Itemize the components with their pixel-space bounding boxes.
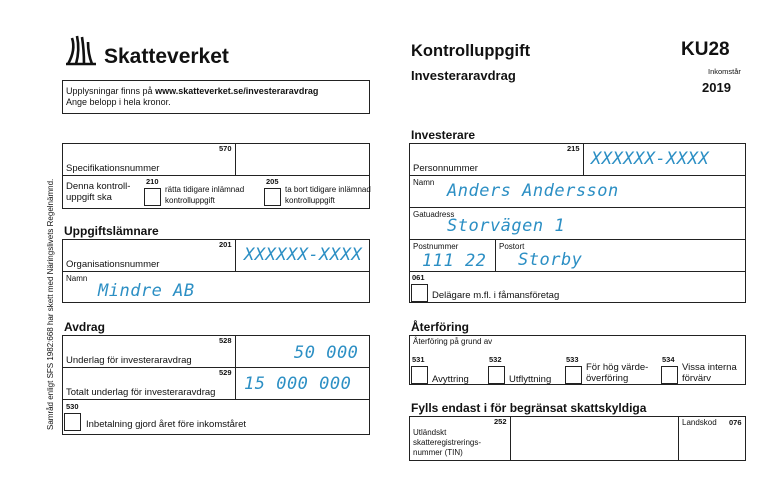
avdrag-heading: Avdrag [64,320,105,334]
tin-label-3: nummer (TIN) [413,448,463,457]
opt1-label-2: kontrolluppgift [165,196,215,205]
skatteverket-crown-logo-icon [62,34,102,68]
totalt-value[interactable]: 15 000 000 [244,374,352,394]
o532-code: 532 [489,355,502,364]
ul-name-value[interactable]: Mindre AB [98,281,195,301]
inv-name-label: Namn [413,178,435,187]
landskod-field[interactable] [679,428,745,460]
ul-name-label: Namn [66,274,88,283]
info-line-2: Ange belopp i hela kronor. [66,97,171,107]
brand-name: Skatteverket [104,45,229,68]
inbet-checkbox[interactable] [64,413,81,431]
o534-code: 534 [662,355,675,364]
delagare-checkbox[interactable] [411,284,428,302]
opt2-label-2: kontrolluppgift [285,196,335,205]
opt2-code: 205 [266,177,279,186]
totalt-code: 529 [219,368,232,377]
landskod-code: 076 [729,418,742,427]
o534-label-2: förvärv [682,373,712,384]
tin-field[interactable] [511,417,677,460]
o534-checkbox[interactable] [661,366,678,384]
org-code: 201 [219,240,232,249]
o532-label: Utflyttning [509,374,552,385]
opt2-checkbox[interactable] [264,188,281,206]
year-label: Inkomstår [708,67,741,76]
o533-code: 533 [566,355,579,364]
info-line-1 [66,86,318,97]
o532-checkbox[interactable] [488,366,505,384]
o533-label-2: överföring [586,373,629,384]
spec-label: Specifikationsnummer [66,163,160,174]
delagare-code: 061 [412,273,425,282]
income-year: 2019 [702,80,731,95]
delagare-label: Delägare m.fl. i fåmansföretag [432,290,560,301]
aterforing-sub-label: Återföring på grund av [413,337,493,346]
pnr-code: 215 [567,144,580,153]
opt1-checkbox[interactable] [144,188,161,206]
logo [62,34,102,68]
investerare-heading: Investerare [411,128,476,142]
o531-checkbox[interactable] [411,366,428,384]
denna-label-2: uppgift ska [66,192,112,203]
inbet-label: Inbetalning gjord året före inkomståret [86,419,247,430]
pnr-label: Personnummer [413,163,478,174]
inv-name-value[interactable]: Anders Andersson [447,181,619,201]
o531-label: Avyttring [432,374,469,385]
org-value[interactable]: XXXXXX-XXXX [244,245,363,265]
aterforing-heading: Återföring [411,320,469,334]
postnr-value[interactable]: 111 22 [422,251,487,271]
tin-label-2: skatteregistrerings- [413,438,482,447]
o531-code: 531 [412,355,425,364]
org-label: Organisationsnummer [66,259,160,270]
form-title: Kontrolluppgift [411,42,531,60]
info-url: www.skatteverket.se/investeraravdrag [155,86,319,96]
o533-label-1: För hög värde- [586,362,649,373]
spec-code: 570 [219,144,232,153]
underlag-label: Underlag för investeraravdrag [66,355,192,366]
underlag-value[interactable]: 50 000 [294,343,359,363]
inbet-code: 530 [66,402,79,411]
postnr-label: Postnummer [413,242,459,251]
denna-label-1: Denna kontroll- [66,181,131,192]
postort-value[interactable]: Storby [518,250,583,270]
side-text: Samråd enligt SFS 1982:668 har skett med Näringslivets Regelnämnd. [46,178,55,430]
opt2-label-1: ta bort tidigare inlämnad [285,185,371,194]
underlag-code: 528 [219,336,232,345]
street-label: Gatuadress [413,210,455,219]
begransat-heading: Fylls endast i för begränsat skattskyldiga [411,401,647,415]
pnr-value[interactable]: XXXXXX-XXXX [591,149,710,169]
info-prefix: Upplysningar finns på [66,86,156,96]
totalt-label: Totalt underlag för investeraravdrag [66,387,216,398]
opt1-code: 210 [146,177,159,186]
o534-label-1: Vissa interna [682,362,737,373]
tin-code: 252 [494,417,507,426]
form-subtitle: Investeraravdrag [411,68,516,83]
opt1-label-1: rätta tidigare inlämnad [165,185,245,194]
form-code: KU28 [681,39,730,60]
landskod-label: Landskod [682,418,717,427]
tin-label-1: Utländskt [413,428,447,437]
postort-label: Postort [499,242,525,251]
spec-field[interactable] [236,144,369,175]
uppgiftslamnare-heading: Uppgiftslämnare [64,224,159,238]
o533-checkbox[interactable] [565,366,582,384]
street-value[interactable]: Storvägen 1 [447,216,566,236]
